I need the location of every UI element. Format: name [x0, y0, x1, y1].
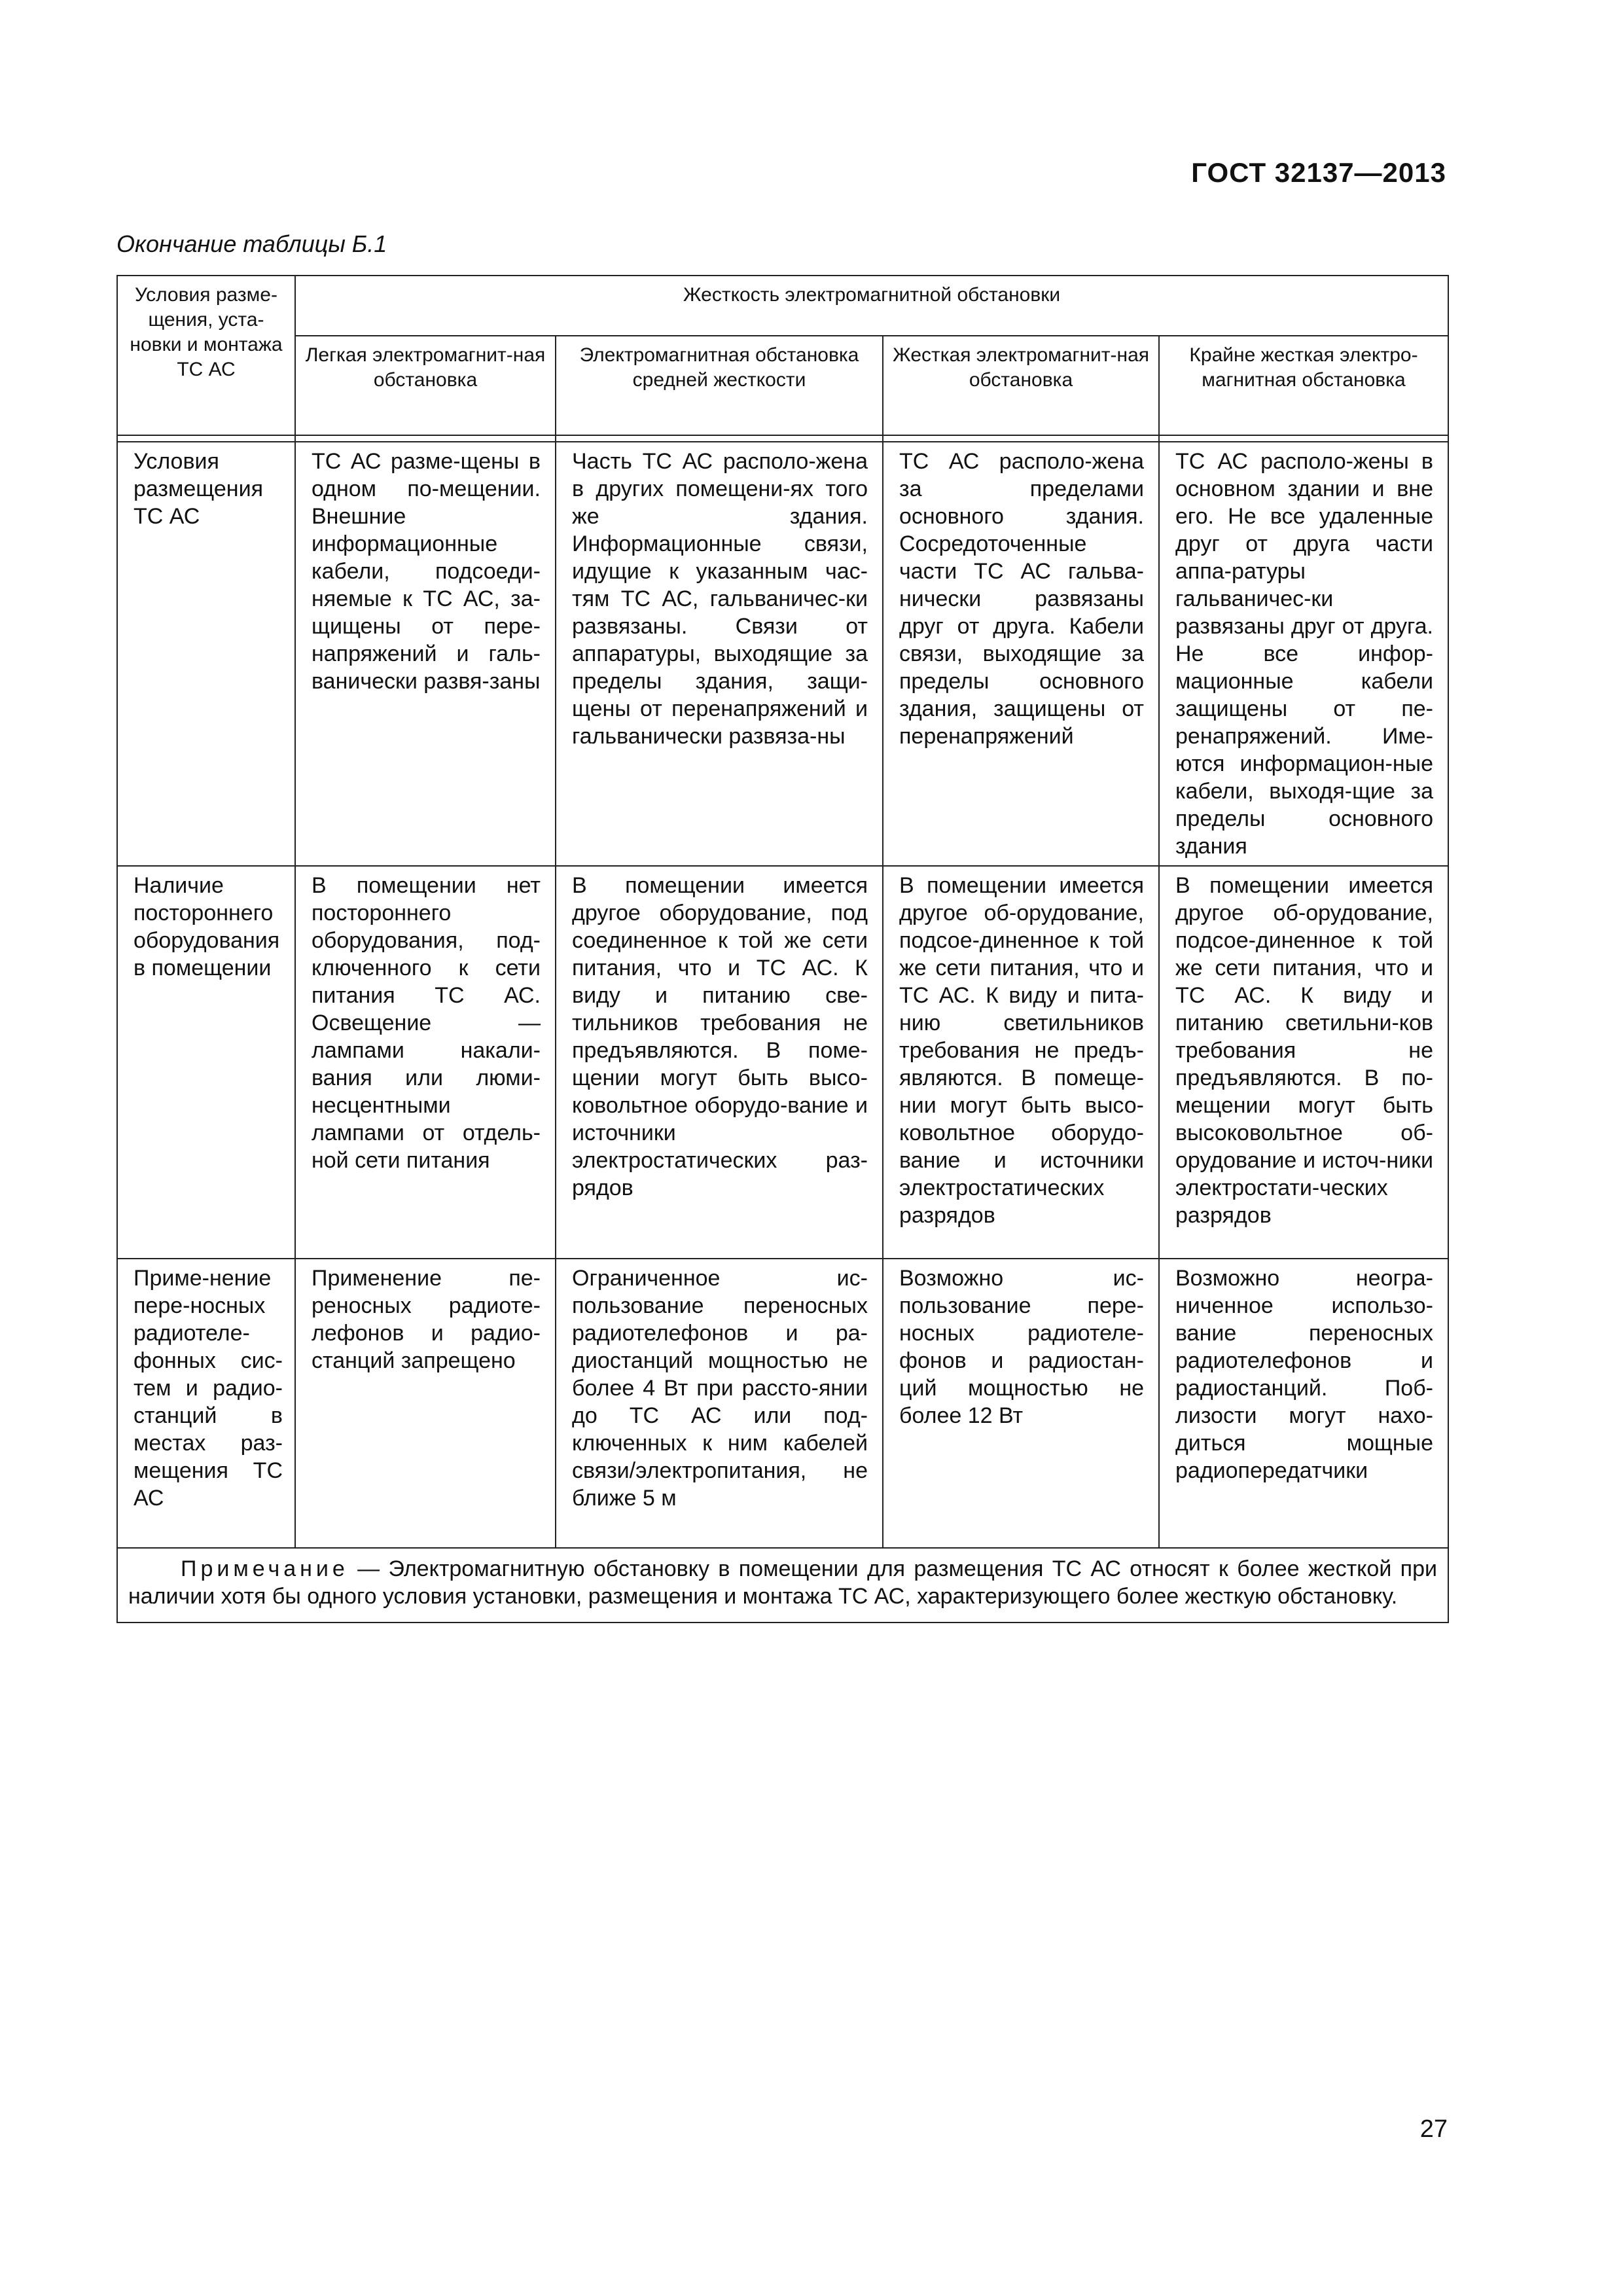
document-code: ГОСТ 32137—2013 — [1191, 157, 1446, 188]
row-label: Приме-нение пере-носных радиотеле-фонных сис-тем и радио-станций в местах раз-мещения ТС АС — [117, 1259, 295, 1548]
group-header: Жесткость электромагнитной обстановки — [295, 276, 1448, 336]
table-cell: Возможно ис-пользование пере-носных радиотеле-фонов и радиостан-ций мощностью не более 12 Вт — [883, 1259, 1159, 1548]
table-cell: В помещении нет постороннего оборудования, под-ключенного к сети питания ТС АС. Освещение — лампами накали-вания или люми-несцентными лампами от отдель-ной сети питания — [295, 866, 556, 1259]
table-cell: ТС АС располо-жена за пределами основного здания. Сосредоточенные части ТС АС гальва-нически развязаны друг от друга. Кабели связи, выходящие за пределы основного здания, защищены от перенапряжений — [883, 442, 1159, 866]
table-cell: Ограниченное ис-пользование переносных радиотелефонов и ра-диостанций мощностью не более 4 Вт при рассто-янии до ТС АС или под-ключенных к ним кабелей связи/электропитания, не ближе 5 м — [556, 1259, 883, 1548]
table-row — [117, 1259, 1448, 1548]
column-header: Жесткая электромагнит-ная обстановка — [883, 336, 1159, 435]
table-row — [117, 442, 1448, 866]
row-label: Условия размещения ТС АС — [117, 442, 295, 866]
header-separator — [117, 435, 1448, 442]
table-row — [117, 866, 1448, 1259]
table-note — [117, 1548, 1448, 1623]
note-text: — Электромагнитную обстановку в помещении для размещения ТС АС относят к более жесткой при наличии хотя бы одного условия установки, размещения и монтажа ТС АС, характеризующего более жесткую обстановку. — [128, 1556, 1437, 1609]
table-cell: ТС АС разме-щены в одном по-мещении. Внешние информационные кабели, подсоеди-няемые к ТС АС, за-щищены от пере-напряжений и галь-ванически развя-заны — [295, 442, 556, 866]
page-number: 27 — [1419, 2115, 1448, 2143]
column-header: Легкая электромагнит-ная обстановка — [295, 336, 556, 435]
note-row — [117, 1548, 1448, 1623]
table-cell: В помещении имеется другое оборудование, под соединенное к той же сети питания, что и ТС АС. К виду и питанию све-тильников требования не предъявляются. В поме-щении могут быть высо-ковольтное оборудо-вание и источники электростатических раз-рядов — [556, 866, 883, 1259]
table-cell: Применение пе-реносных радиоте-лефонов и радио-станций запрещено — [295, 1259, 556, 1548]
column-header: Электромагнитная обстановка средней жесткости — [556, 336, 883, 435]
table-cell: Возможно неогра-ниченное использо-вание переносных радиотелефонов и радиостанций. Поб-лизости могут нахо-диться мощные радиопередатчики — [1159, 1259, 1448, 1548]
table-cell: ТС АС располо-жены в основном здании и вне его. Не все удаленные друг от друга части аппа-ратуры гальваничес-ки развязаны друг от друга. Не все инфор-мационные кабели защищены от пе-ренапряжений. Име-ются информацион-ные кабели, выходя-щие за пределы основного здания — [1159, 442, 1448, 866]
table-cell: В помещении имеется другое об-орудование, подсое-диненное к той же сети питания, что и ТС АС. К виду и питанию светильни-ков требования не предъявляются. В по-мещении могут быть высоковольтное об-орудование и источ-ники электростати-ческих разрядов — [1159, 866, 1448, 1259]
table-cell: Часть ТС АС располо-жена в других помещени-ях того же здания. Информационные связи, идущие к указанным час-тям ТС АС, гальваничес-ки развязаны. Связи от аппаратуры, выходящие за пределы здания, защи-щены от перенапряжений и гальванически развяза-ны — [556, 442, 883, 866]
table-cell: В помещении имеется другое об-орудование, подсое-диненное к той же сети питания, что и ТС АС. К виду и пита-нию светильников требования не предъ-являются. В помеще-нии могут быть высо-ковольтное оборудо-вание и источники электростатических разрядов — [883, 866, 1159, 1259]
row-label: Наличие постороннего оборудования в помещении — [117, 866, 295, 1259]
table-caption: Окончание таблицы Б.1 — [116, 230, 387, 257]
conditions-table — [116, 275, 1449, 1623]
note-label: Примечание — [181, 1556, 349, 1581]
corner-header: Условия разме-щения, уста-новки и монтажа ТС АС — [117, 276, 295, 435]
column-header: Крайне жесткая электро-магнитная обстановка — [1159, 336, 1448, 435]
